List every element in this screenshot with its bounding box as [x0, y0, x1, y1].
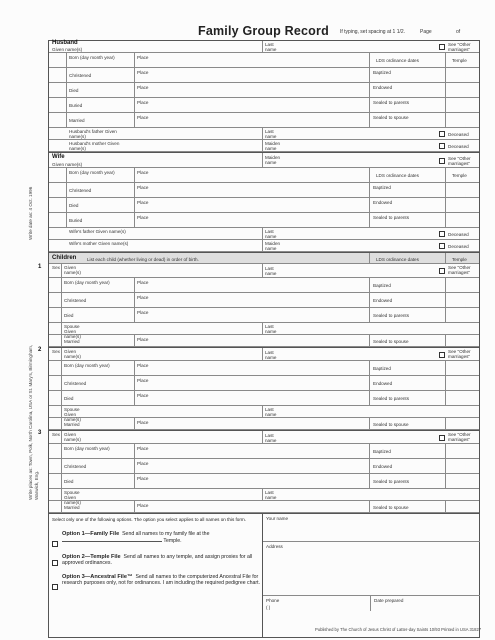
page-title: Family Group Record	[198, 24, 329, 38]
wife-mother-row[interactable]: Wife's mother Given name(s) Maiden name Deceased	[49, 240, 479, 252]
child-number: 1	[38, 264, 42, 270]
child-3-born-row[interactable]: Born (day month year) Place Baptized	[49, 444, 479, 459]
child-3-died-row[interactable]: Died Place Sealed to parents	[49, 474, 479, 489]
child-2-name-row[interactable]: Sex Given name(s) Last name See "Other marriages"	[49, 347, 479, 361]
wife-died-row[interactable]: Died Place Endowed	[49, 198, 479, 213]
husband-married-row[interactable]: Married Place Sealed to spouse	[49, 113, 479, 128]
other-marriages-checkbox[interactable]	[439, 158, 445, 164]
other-marriages-checkbox[interactable]	[439, 435, 445, 441]
wife-heading: Wife	[52, 154, 65, 160]
child-3-christened-row[interactable]: Christened Place Endowed	[49, 459, 479, 474]
option-3-checkbox[interactable]	[52, 584, 58, 590]
child-2-died-row[interactable]: Died Place Sealed to parents	[49, 391, 479, 406]
side-note-places: Write places as: Town, Polk, North Carolina, USA or St. Mary's, Birmingham, Warwick, Eng.	[28, 344, 39, 500]
page-label: Page	[420, 29, 432, 35]
child-2-christened-row[interactable]: Christened Place Endowed	[49, 376, 479, 391]
other-marriages-checkbox[interactable]	[439, 352, 445, 358]
child-number: 3	[38, 430, 42, 436]
husband-buried-row[interactable]: Buried Place Sealed to parents	[49, 98, 479, 113]
deceased-checkbox[interactable]	[439, 231, 445, 237]
given-names-label: Given name(s)	[52, 47, 83, 52]
child-1-died-row[interactable]: Died Place Sealed to parents	[49, 308, 479, 323]
option-2-checkbox[interactable]	[52, 560, 58, 566]
child-3-married-row[interactable]: Married Place Sealed to spouse	[49, 501, 479, 513]
child-1-christened-row[interactable]: Christened Place Endowed	[49, 293, 479, 308]
maiden-name-cell[interactable]: Maiden name	[262, 153, 432, 167]
wife-christened-row[interactable]: Christened Place Baptized	[49, 183, 479, 198]
of-label: of	[456, 29, 461, 35]
children-header: Children List each child (whether living or dead) in order of birth. LDS ordinance dates Temple	[49, 252, 479, 264]
wife-buried-row[interactable]: Buried Place Sealed to parents	[49, 213, 479, 228]
family-group-form	[48, 40, 480, 638]
deceased-checkbox[interactable]	[439, 143, 445, 149]
children-heading: Children	[52, 255, 77, 261]
side-note-date: Write date as: 4 Oct. 1996	[28, 186, 33, 240]
husband-christened-row[interactable]: Christened Place Baptized	[49, 68, 479, 83]
deceased-checkbox[interactable]	[439, 131, 445, 137]
address-field[interactable]: Address	[263, 542, 480, 596]
last-name-cell[interactable]: Last name	[262, 41, 432, 52]
children-note: List each child (whether living or dead) in order of birth.	[87, 257, 199, 262]
other-marriages-checkbox[interactable]	[439, 44, 445, 50]
child-3-spouse-row[interactable]: Spouse Given name(s) Last name	[49, 489, 479, 501]
child-2-spouse-row[interactable]: Spouse Given name(s) Last name	[49, 406, 479, 418]
typing-note: If typing, set spacing at 1 1/2.	[340, 29, 406, 35]
husband-name-row	[49, 41, 479, 53]
submitter-box	[262, 514, 482, 638]
child-1-spouse-row[interactable]: Spouse Given name(s) Last name	[49, 323, 479, 335]
publisher-footer: Published by The Church of Jesus Christ of Latter-day Saints 10/93 Printed in USA 31827	[315, 627, 482, 632]
wife-name-row: Wife Given name(s) Maiden name See "Other marriages"	[49, 152, 479, 168]
child-2-married-row[interactable]: Married Place Sealed to spouse	[49, 418, 479, 430]
options-intro: Select only one of the following options. The option you select applies to all names on this form.	[52, 517, 246, 522]
option-3-text: Option 3—Ancestral File™ Send all names to the computerized Ancestral File for research purposes only, not for ordinances. I am including the required pedigree chart.	[62, 574, 261, 586]
see-other-label: See "Other marriages"	[448, 42, 471, 52]
option-2-text: Option 2—Temple File Send all names to any temple, and assign proxies for all approved ordinances.	[62, 554, 253, 566]
husband-father-row[interactable]: Husband's father Given name(s) Last name Deceased	[49, 128, 479, 140]
deceased-checkbox[interactable]	[439, 243, 445, 249]
husband-heading: Husband	[52, 40, 78, 46]
phone-field[interactable]: Phone ( )	[263, 596, 371, 611]
wife-born-row[interactable]: Born (day month year) Place LDS ordinance dates Temple	[49, 168, 479, 183]
submission-section	[49, 513, 482, 637]
husband-mother-row[interactable]: Husband's mother Given name(s) Maiden name Deceased	[49, 140, 479, 152]
child-3-name-row[interactable]: Sex Given name(s) Last name See "Other marriages"	[49, 430, 479, 444]
husband-born-row[interactable]: Born (day month year) Place LDS ordinance dates Temple	[49, 53, 479, 68]
your-name-field[interactable]: Your name	[263, 514, 480, 542]
husband-died-row[interactable]: Died Place Endowed	[49, 83, 479, 98]
child-1-name-row[interactable]: Sex Given name(s) Last name See "Other marriages"	[49, 264, 479, 278]
other-marriages-checkbox[interactable]	[439, 268, 445, 274]
child-number: 2	[38, 347, 42, 353]
wife-father-row[interactable]: Wife's father Given name(s) Last name Deceased	[49, 228, 479, 240]
option-1-text: Option 1—Family File Send all names to my family file at the Temple.	[62, 531, 210, 544]
child-1-born-row[interactable]: Born (day month year) Place Baptized	[49, 278, 479, 293]
child-2-born-row[interactable]: Born (day month year) Place Baptized	[49, 361, 479, 376]
child-1-married-row[interactable]: Married Place Sealed to spouse	[49, 335, 479, 347]
option-1-checkbox[interactable]	[52, 541, 58, 547]
date-prepared-field[interactable]: Date prepared	[374, 598, 404, 603]
